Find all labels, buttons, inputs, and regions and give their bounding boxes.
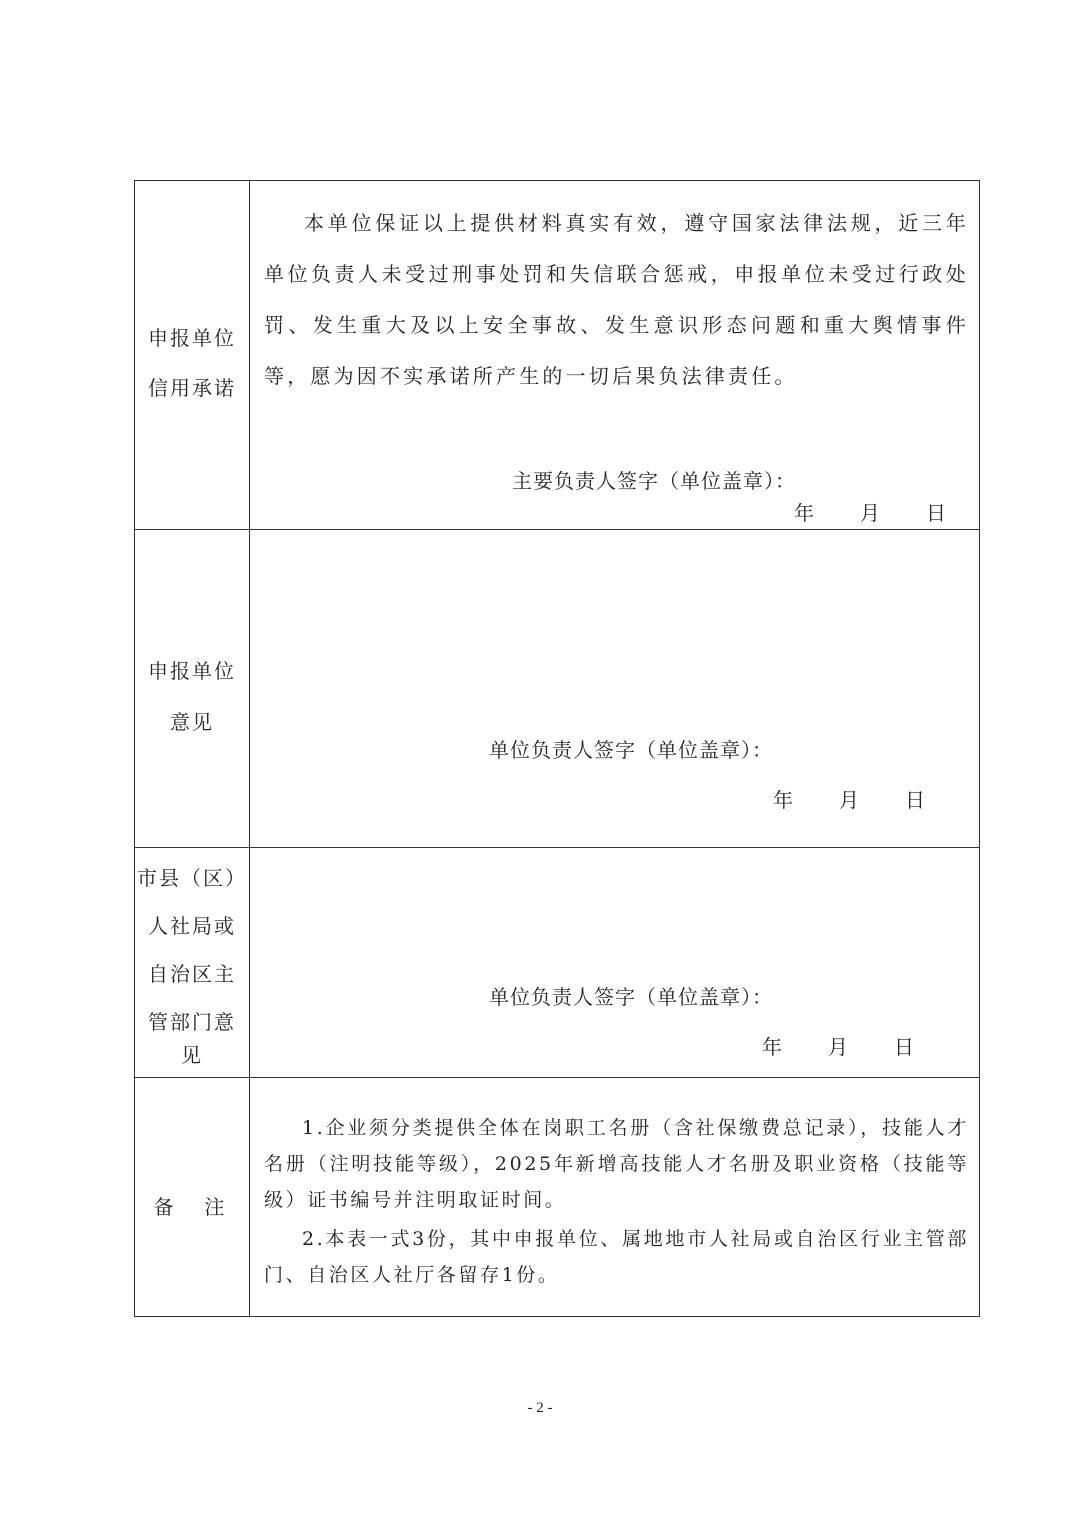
credit-commitment-text: 本单位保证以上提供材料真实有效，遵守国家法律法规，近三年单位负责人未受过刑事处罚和失信联合惩戒，申报单位未受过行政处罚、发生重大及以上安全事故、发生意识形态问题和重大舆情事件等，愿为因不实承诺所产生的一切后果负法律责任。 [264, 211, 969, 388]
date-month: 月 [828, 1035, 848, 1059]
page-number: - 2 - [527, 1400, 553, 1416]
date-month: 月 [860, 501, 880, 525]
bureau-signature-label: 单位负责人签字（单位盖章）： [489, 985, 773, 1009]
row-label-line: 自治区主 [148, 962, 236, 986]
remark-note-2: 2.本表一式3份，其中申报单位、属地地市人社局或自治区行业主管部门、自治区人社厅各留存1份。 [264, 1228, 969, 1286]
row-label-line: 申报单位 [148, 659, 236, 683]
row-label-line: 申报单位 [148, 326, 236, 350]
date-month: 月 [839, 788, 859, 812]
row-label-line: 市县（区） [137, 866, 247, 890]
bureau-opinion-row [135, 847, 979, 1077]
date-day: 日 [905, 788, 925, 812]
credit-commitment-content [250, 181, 979, 529]
application-form-table [134, 180, 980, 1317]
remark-note-1: 1.企业须分类提供全体在岗职工名册（含社保缴费总记录），技能人才名册（注明技能等级），2025年新增高技能人才名册及职业资格（技能等级）证书编号并注明取证时间。 [264, 1117, 969, 1211]
date-day: 日 [894, 1035, 914, 1059]
applicant-opinion-content [250, 530, 979, 847]
row-label-line: 备 注 [153, 1195, 231, 1219]
row-label-cell [135, 848, 250, 1077]
date-year: 年 [762, 1035, 782, 1059]
credit-commitment-row [135, 181, 979, 529]
bureau-opinion-content [250, 848, 979, 1077]
row-label-cell [135, 1078, 250, 1316]
remarks-content [250, 1078, 979, 1316]
principal-signature-label: 主要负责人签字（单位盖章）： [512, 469, 796, 493]
applicant-opinion-row [135, 529, 979, 847]
row-label-line: 管部门意 [148, 1010, 236, 1034]
date-day: 日 [926, 501, 946, 525]
row-label-line: 意见 [170, 710, 214, 734]
row-label-line: 信用承诺 [148, 376, 236, 400]
date-year: 年 [794, 501, 814, 525]
row-label-cell [135, 530, 250, 847]
applicant-signature-label: 单位负责人签字（单位盖章）： [489, 738, 773, 762]
date-year: 年 [773, 788, 793, 812]
row-label-line: 人社局或 [148, 914, 236, 938]
row-label-cell [135, 181, 250, 529]
row-label-line: 见 [181, 1043, 203, 1067]
remarks-row [135, 1077, 979, 1316]
